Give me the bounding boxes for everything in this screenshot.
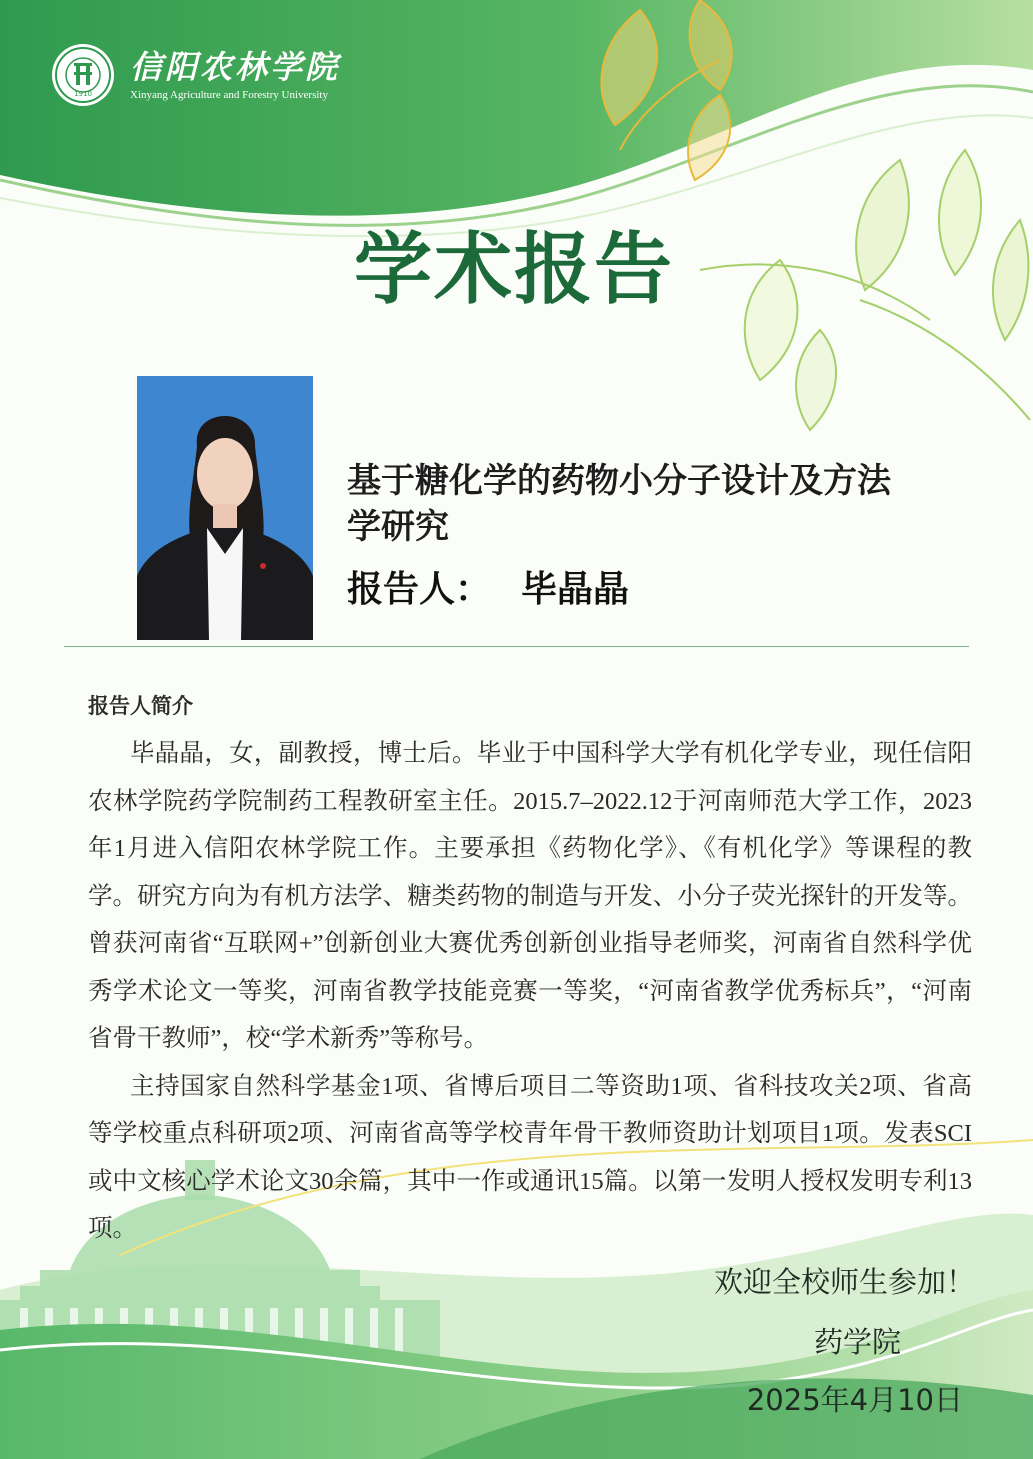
- event-date: 2025年4月10日: [746, 1383, 963, 1417]
- organizer: 药学院: [813, 1325, 901, 1359]
- speaker-line: [347, 566, 629, 614]
- university-logo: [50, 42, 340, 108]
- bio-heading: 报告人简介: [88, 694, 193, 718]
- seal-year: 1910: [74, 90, 92, 98]
- bio-text: [88, 730, 972, 1253]
- university-name-en: Xinyang Agriculture and Forestry University: [130, 89, 328, 101]
- talk-title: 基于糖化学的药物小分子设计及方法学研究: [347, 461, 891, 547]
- bio-paragraph-1: 毕晶晶，女，副教授，博士后。毕业于中国科学大学有机化学专业，现任信阳农林学院药学院制药工程教研室主任。2015.7–2022.12于河南师范大学工作，2023年1月进入信阳农林学院工作。主要承担《药物化学》、《有机化学》等课程的教学。研究方向为有机方法学、糖类药物的制造与开发、小分子荧光探针的开发等。曾获河南省“互联网+”创新创业大赛优秀创新创业指导老师奖，河南省自然科学优秀学术论文一等奖，河南省教学技能竞赛一等奖，“河南省教学优秀标兵”，“河南省骨干教师”，校“学术新秀”等称号。: [88, 740, 972, 1052]
- speaker-photo: [137, 376, 313, 640]
- green-leaves-decoration: [700, 150, 1030, 430]
- bio-paragraph-2: 主持国家自然科学基金1项、省博后项目二等资助1项、省科技攻关2项、省高等学校重点科研项2项、河南省高等学校青年骨干教师资助计划项目1项。发表SCI或中文核心学术论文30余篇，其中一作或通讯15篇。以第一发明人授权发明专利13项。: [88, 1072, 972, 1242]
- poster-title: 学术报告: [354, 225, 675, 315]
- section-divider: [64, 646, 969, 647]
- speaker-label: 报告人：: [347, 569, 492, 610]
- seal-icon: [50, 42, 116, 108]
- speaker-name: 毕晶晶: [521, 569, 630, 610]
- welcome-text: 欢迎全校师生参加！: [713, 1265, 975, 1299]
- university-name-cn: 信阳农林学院: [130, 48, 341, 86]
